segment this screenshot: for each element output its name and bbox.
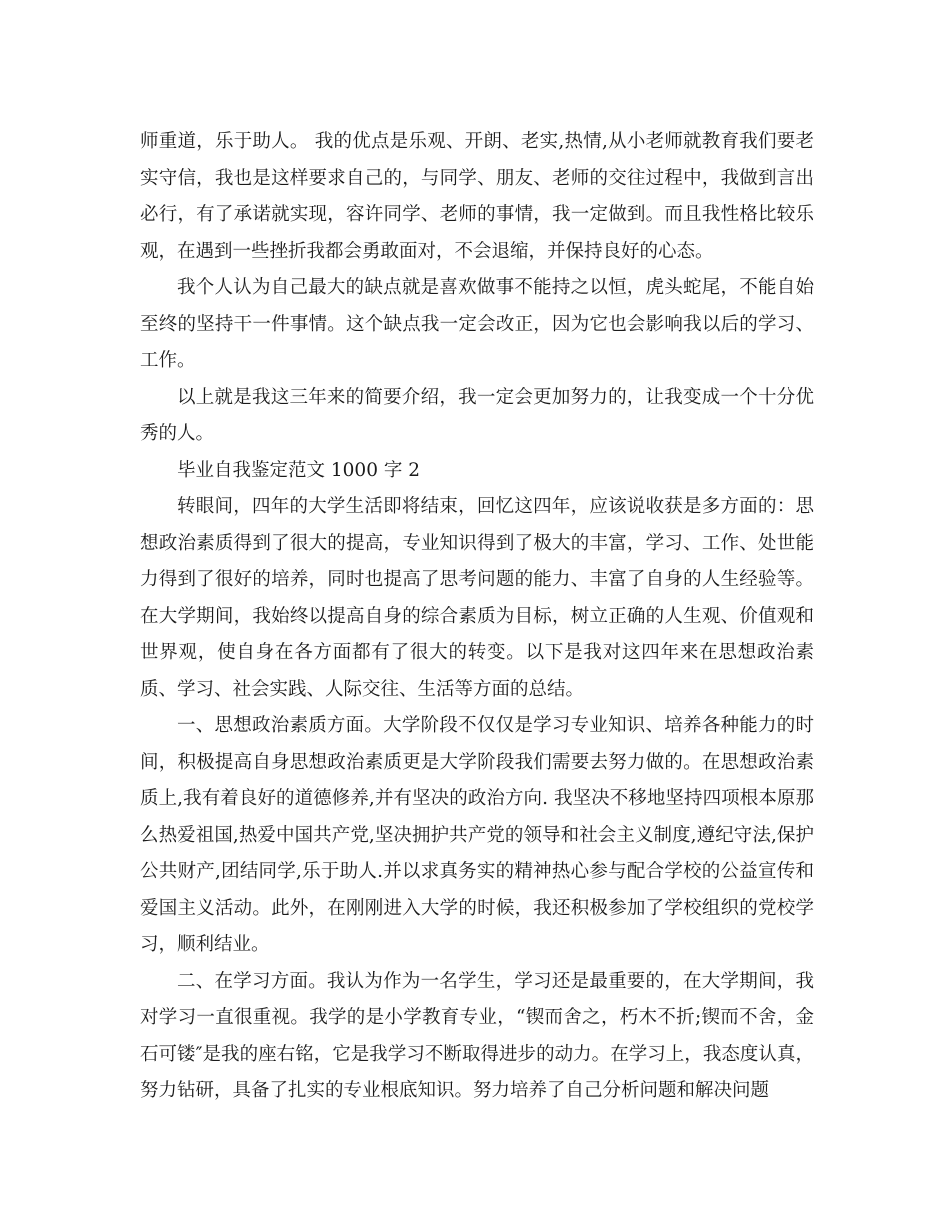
document-body (140, 124, 814, 1110)
paragraph-study: 二、在学习方面。我认为作为一名学生，学习还是最重要的，在大学期间，我对学习一直很重视。我学的是小学教育专业，“锲而舍之，朽木不折;锲而不舍，金石可镂″是我的座右铭，它是我学习不断取得进步的动力。在学习上，我态度认真，努力钻研，具备了扎实的专业根底知识。努力培养了自己分析问题和解决问题 (140, 970, 814, 1101)
paragraph-shortcoming: 我个人认为自己最大的缺点就是喜欢做事不能持之以恒，虎头蛇尾，不能自始至终的坚持干一件事情。这个缺点我一定会改正，因为它也会影响我以后的学习、工作。 (140, 277, 814, 371)
section-heading: 毕业自我鉴定范文 1000 字 2 (177, 459, 420, 481)
paragraph-political: 一、思想政治素质方面。大学阶段不仅仅是学习专业知识、培养各种能力的时间，积极提高自身思想政治素质更是大学阶段我们需要去努力做的。在思想政治素质上,我有着良好的道德修养,并有坚决的政治方向. 我坚决不移地坚持四项根本原那么热爱祖国,热爱中国共产党,坚决拥护共产党的领导和社会主义制度,遵纪守法,保护公共财产,团结同学,乐于助人.并以求真务实的精神热心参与配合学校的公益宣传和爱国主义活动。此外，在刚刚进入大学的时候，我还积极参加了学校组织的党校学习，顺利结业。 (140, 715, 814, 955)
paragraph-summary: 以上就是我这三年来的简要介绍，我一定会更加努力的，让我变成一个十分优秀的人。 (140, 386, 814, 444)
paragraph-overview: 转眼间，四年的大学生活即将结束，回忆这四年，应该说收获是多方面的：思想政治素质得到了很大的提高，专业知识得到了极大的丰富，学习、工作、处世能力得到了很好的培养，同时也提高了思考问题的能力、丰富了自身的人生经验等。在大学期间，我始终以提高自身的综合素质为目标，树立正确的人生观、价值观和世界观，使自身在各方面都有了很大的转变。以下是我对这四年来在思想政治素质、学习、社会实践、人际交往、生活等方面的总结。 (140, 496, 814, 700)
paragraph-intro-continued: 师重道，乐于助人。 我的优点是乐观、开朗、老实,热情,从小老师就教育我们要老实守信，我也是这样要求自己的，与同学、朋友、老师的交往过程中，我做到言出必行，有了承诺就实现，容许同学、老师的事情，我一定做到。而且我性格比较乐观，在遇到一些挫折我都会勇敢面对，不会退缩，并保持良好的心态。 (140, 131, 814, 262)
